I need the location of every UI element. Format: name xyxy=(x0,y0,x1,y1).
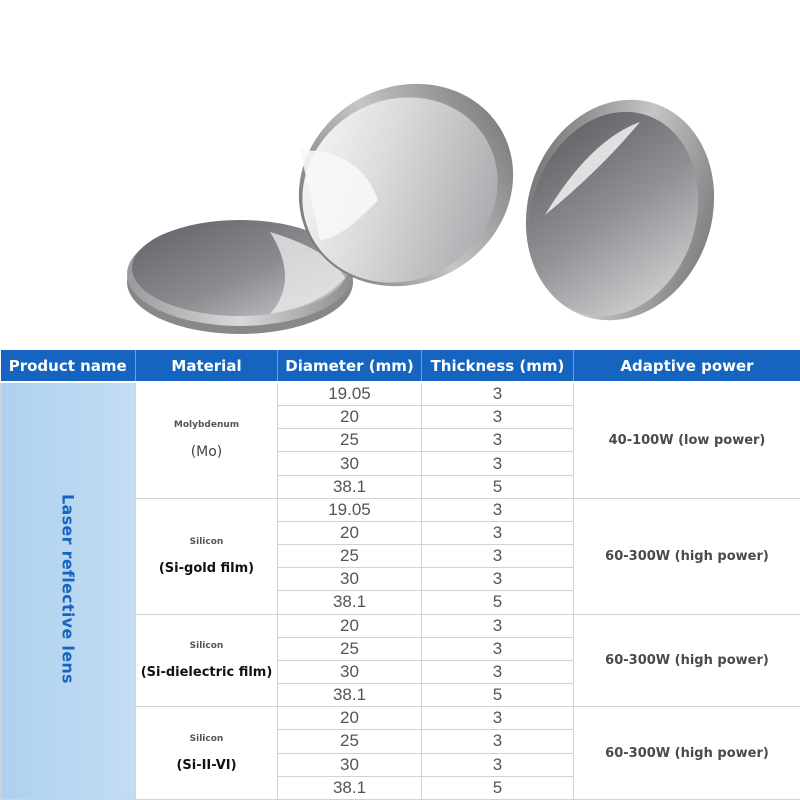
diameter-value: 25 xyxy=(278,730,422,753)
material-name: Molybdenum xyxy=(173,420,240,431)
material-cell-si-ii-vi xyxy=(136,707,278,800)
thickness-value: 3 xyxy=(422,568,574,591)
thickness-value: 3 xyxy=(422,753,574,776)
material-name: Silicon xyxy=(189,640,224,651)
header-diameter: Diameter (mm) xyxy=(278,350,422,382)
power-value: 40-100W (low power) xyxy=(574,382,800,498)
diameter-value: 30 xyxy=(278,568,422,591)
diameter-value: 20 xyxy=(278,614,422,637)
diameter-value: 30 xyxy=(278,753,422,776)
thickness-value: 3 xyxy=(422,707,574,730)
header-adaptive-power: Adaptive power xyxy=(574,350,800,382)
thickness-value: 5 xyxy=(422,591,574,614)
thickness-value: 3 xyxy=(422,730,574,753)
material-detail: (Si-dielectric film) xyxy=(140,664,273,680)
thickness-value: 5 xyxy=(422,776,574,799)
power-value: 60-300W (high power) xyxy=(574,614,800,707)
table-header-row xyxy=(1,350,800,382)
thickness-value: 3 xyxy=(422,614,574,637)
material-cell-si-gold xyxy=(136,498,278,614)
thickness-value: 5 xyxy=(422,475,574,498)
thickness-value: 3 xyxy=(422,545,574,568)
thickness-value: 3 xyxy=(422,452,574,475)
diameter-value: 38.1 xyxy=(278,776,422,799)
thickness-value: 5 xyxy=(422,684,574,707)
thickness-value: 3 xyxy=(422,637,574,660)
thickness-value: 3 xyxy=(422,406,574,429)
product-photo xyxy=(0,0,800,350)
diameter-value: 30 xyxy=(278,660,422,683)
material-detail: (Mo) xyxy=(190,444,223,461)
diameter-value: 19.05 xyxy=(278,498,422,521)
diameter-value: 20 xyxy=(278,406,422,429)
material-detail: (Si-II-VI) xyxy=(176,757,237,773)
diameter-value: 30 xyxy=(278,452,422,475)
diameter-value: 20 xyxy=(278,707,422,730)
material-name: Silicon xyxy=(189,733,224,744)
thickness-value: 3 xyxy=(422,382,574,406)
thickness-value: 3 xyxy=(422,429,574,452)
product-name-cell xyxy=(1,382,136,800)
header-thickness: Thickness (mm) xyxy=(422,350,574,382)
diameter-value: 25 xyxy=(278,637,422,660)
header-product-name: Product name xyxy=(1,350,136,382)
product-name: Laser reflective lens xyxy=(58,493,78,684)
diameter-value: 38.1 xyxy=(278,475,422,498)
header-material: Material xyxy=(136,350,278,382)
diameter-value: 25 xyxy=(278,429,422,452)
material-cell-molybdenum xyxy=(136,382,278,498)
diameter-value: 20 xyxy=(278,521,422,544)
material-detail: (Si-gold film) xyxy=(158,560,255,576)
material-name: Silicon xyxy=(189,536,224,547)
thickness-value: 3 xyxy=(422,521,574,544)
diameter-value: 19.05 xyxy=(278,382,422,406)
diameter-value: 25 xyxy=(278,545,422,568)
spec-table xyxy=(0,350,800,800)
power-value: 60-300W (high power) xyxy=(574,498,800,614)
material-cell-si-dielectric xyxy=(136,614,278,707)
table-row xyxy=(1,382,800,406)
thickness-value: 3 xyxy=(422,660,574,683)
thickness-value: 3 xyxy=(422,498,574,521)
diameter-value: 38.1 xyxy=(278,591,422,614)
power-value: 60-300W (high power) xyxy=(574,707,800,800)
diameter-value: 38.1 xyxy=(278,684,422,707)
